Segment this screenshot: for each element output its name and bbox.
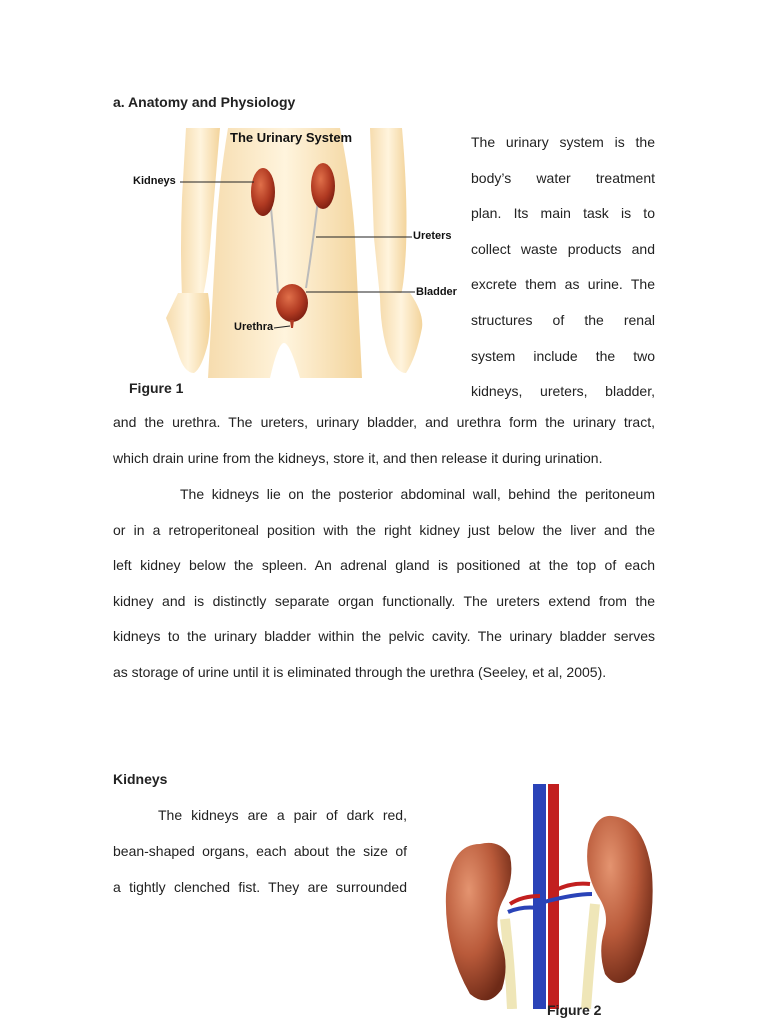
text-line: excrete them as urine. The — [471, 276, 655, 293]
text-line: system include the two — [471, 347, 655, 364]
urinary-system-figure — [130, 128, 460, 378]
text-line: as storage of urine until it is eliminated through the urethra (Seeley, et al, 2005). — [113, 664, 607, 680]
text-line: which drain urine from the kidneys, store it, and then release it during urination. — [113, 450, 603, 466]
text-line: left kidney below the spleen. An adrenal gland is positioned at the top of each — [113, 557, 655, 573]
bladder-label: Bladder — [416, 286, 457, 298]
urinary-system-illustration — [130, 128, 460, 378]
section-heading: a. Anatomy and Physiology — [113, 94, 296, 110]
intro-paragraph-side — [471, 125, 655, 410]
text-line: The urinary system is the — [471, 134, 655, 150]
text-line: body’s water treatment — [471, 169, 655, 186]
text-line: collect waste products and — [471, 240, 655, 257]
figure-title: The Urinary System — [230, 130, 353, 145]
text-line: and the urethra. The ureters, urinary bladder, and urethra form the urinary tract, — [113, 414, 655, 430]
kidneys-label: Kidneys — [133, 175, 176, 187]
text-line: The kidneys are a pair of dark red, — [158, 807, 407, 823]
kidneys-illustration — [440, 784, 660, 1009]
kidneys-figure — [440, 784, 660, 1009]
figure-1-caption: Figure 1 — [129, 380, 184, 396]
text-line: a tightly clenched fist. They are surrounded — [113, 879, 407, 895]
text-line: structures of the renal — [471, 311, 655, 328]
text-line: The kidneys lie on the posterior abdominal wall, behind the peritoneum — [180, 486, 655, 502]
kidneys-heading: Kidneys — [113, 771, 168, 787]
text-line: bean-shaped organs, each about the size of — [113, 843, 407, 859]
figure-2-caption: Figure 2 — [547, 1002, 602, 1018]
text-line: kidneys to the urinary bladder within the pelvic cavity. The urinary bladder serves — [113, 628, 655, 644]
ureters-label: Ureters — [413, 230, 452, 242]
text-line: kidney and is distinctly separate organ functionally. The ureters extend from the — [113, 593, 655, 609]
text-line: plan. Its main task is to — [471, 205, 655, 222]
text-line: or in a retroperitoneal position with the right kidney just below the liver and the — [113, 522, 655, 538]
urethra-label: Urethra — [234, 321, 274, 333]
text-line: kidneys, ureters, bladder, — [471, 383, 655, 400]
